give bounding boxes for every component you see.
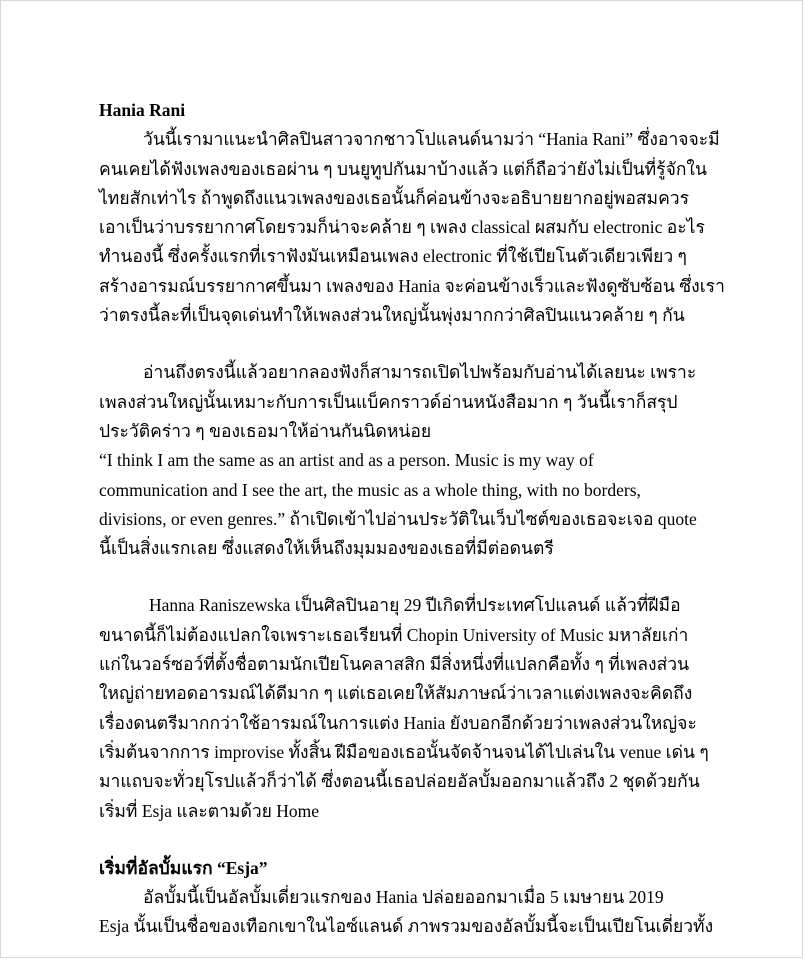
- text-line: เรื่องดนตรีมากกว่าใช้อารมณ์ในการแต่ง Hania ยังบอกอีกด้วยว่าเพลงส่วนใหญ่จะ: [99, 712, 697, 733]
- text-line: มาแถบจะทั่วยุโรปแล้วก็ว่าได้ ซึ่งตอนนี้เธอปล่อยอัลบั้มออกมาแล้วถึง 2 ชุดด้วยกัน: [99, 771, 700, 792]
- listen-paragraph: [99, 358, 714, 446]
- text-line: สร้างอารมณ์บรรยากาศขึ้นมา เพลงของ Hania จะค่อนข้างเร็วและฟังดูซับซ้อน ซึ่งเรา: [99, 275, 725, 296]
- text-line: เริ่มต้นจากการ improvise ทั้งสิ้น ฝีมือของเธอนั้นจัดจ้านจนได้ไปเล่นใน venue เด่น ๆ: [99, 741, 709, 762]
- text-line: วันนี้เรามาแนะนำศิลปินสาวจากชาวโปแลนด์นามว่า “Hania Rani” ซึ่งอาจจะมี: [143, 129, 720, 150]
- paragraph-gap: [99, 826, 714, 854]
- text-line: Hanna Raniszewska เป็นศิลปินอายุ 29 ปีเกิดที่ประเทศโปแลนด์ แล้วที่ฝีมือ: [149, 595, 681, 616]
- text-line: “I think I am the same as an artist and as a person. Music is my way of: [99, 450, 594, 471]
- section-title-hania-rani: Hania Rani: [99, 100, 186, 120]
- text-line: ประวัติคร่าว ๆ ของเธอมาให้อ่านกันนิดหน่อย: [99, 420, 432, 441]
- text-line: ขนาดนี้ก็ไม่ต้องแปลกใจเพราะเธอเรียนที่ Chopin University of Music มหาลัยเก่า: [99, 624, 689, 645]
- text-line: แก่ในวอร์ซอว์ที่ตั้งชื่อตามนักเปียโนคลาสสิก มีสิ่งหนึ่งที่แปลกคือทั้ง ๆ ที่เพลงส่วน: [99, 654, 690, 675]
- text-line: Esja นั้นเป็นชื่อของเทือกเขาในไอซ์แลนด์ ภาพรวมของอัลบั้มนี้จะเป็นเปียโนเดี่ยวทั้ง: [99, 916, 714, 937]
- biography-paragraph: [99, 591, 714, 825]
- paragraph-gap: [99, 563, 714, 591]
- text-line: ไทยสักเท่าไร ถ้าพูดถึงแนวเพลงของเธอนั้นก็ค่อนข้างจะอธิบายยากอยู่พอสมควร: [99, 187, 690, 208]
- text-line: อ่านถึงตรงนี้แล้วอยากลองฟังก็สามารถเปิดไปพร้อมกับอ่านได้เลยนะ เพราะ: [143, 362, 697, 383]
- text-line: ทำนองนี้ ซึ่งครั้งแรกที่เราฟังมันเหมือนเพลง electronic ที่ใช้เปียโนตัวเดียวเพียว ๆ: [99, 246, 687, 267]
- text-line: ใหญ่ถ่ายทอดอารมณ์ได้ดีมาก ๆ แต่เธอเคยให้สัมภาษณ์ว่าเวลาแต่งเพลงจะคิดถึง: [99, 683, 693, 704]
- esja-paragraph: [99, 883, 714, 942]
- quote-paragraph: [99, 446, 714, 563]
- text-line: คนเคยได้ฟังเพลงของเธอผ่าน ๆ บนยูทูปกันมาบ้างแล้ว แต่ก็ถือว่ายังไม่เป็นที่รู้จักใน: [99, 158, 707, 179]
- intro-paragraph: [99, 125, 725, 330]
- text-line: เพลงส่วนใหญ่นั้นเหมาะกับการเป็นแบ็คกราวด์อ่านหนังสือมาก ๆ วันนี้เราก็สรุป: [99, 391, 678, 412]
- section-title-esja: เริ่มที่อัลบั้มแรก “Esja”: [99, 857, 268, 878]
- text-line: นี้เป็นสิ่งแรกเลย ซึ่งแสดงให้เห็นถึงมุมมองของเธอที่มีต่อดนตรี: [99, 538, 554, 559]
- text-line: divisions, or even genres.” ถ้าเปิดเข้าไปอ่านประวัติในเว็บไซต์ของเธอจะเจอ quote: [99, 508, 697, 529]
- text-line: เอาเป็นว่าบรรยากาศโดยรวมก็น่าจะคล้าย ๆ เพลง classical ผสมกับ electronic อะไร: [99, 217, 705, 238]
- document-body: [99, 96, 725, 942]
- text-line: อัลบั้มนี้เป็นอัลบั้มเดี่ยวแรกของ Hania ปล่อยออกมาเมื่อ 5 เมษายน 2019: [143, 887, 664, 908]
- text-line: communication and I see the art, the music as a whole thing, with no borders,: [99, 479, 641, 500]
- text-line: เริ่มที่ Esja และตามด้วย Home: [99, 800, 320, 821]
- text-line: ว่าตรงนี้ละที่เป็นจุดเด่นทำให้เพลงส่วนใหญ่นั้นพุ่งมากกว่าศิลปินแนวคล้าย ๆ กัน: [99, 305, 685, 326]
- paragraph-gap: [99, 330, 714, 358]
